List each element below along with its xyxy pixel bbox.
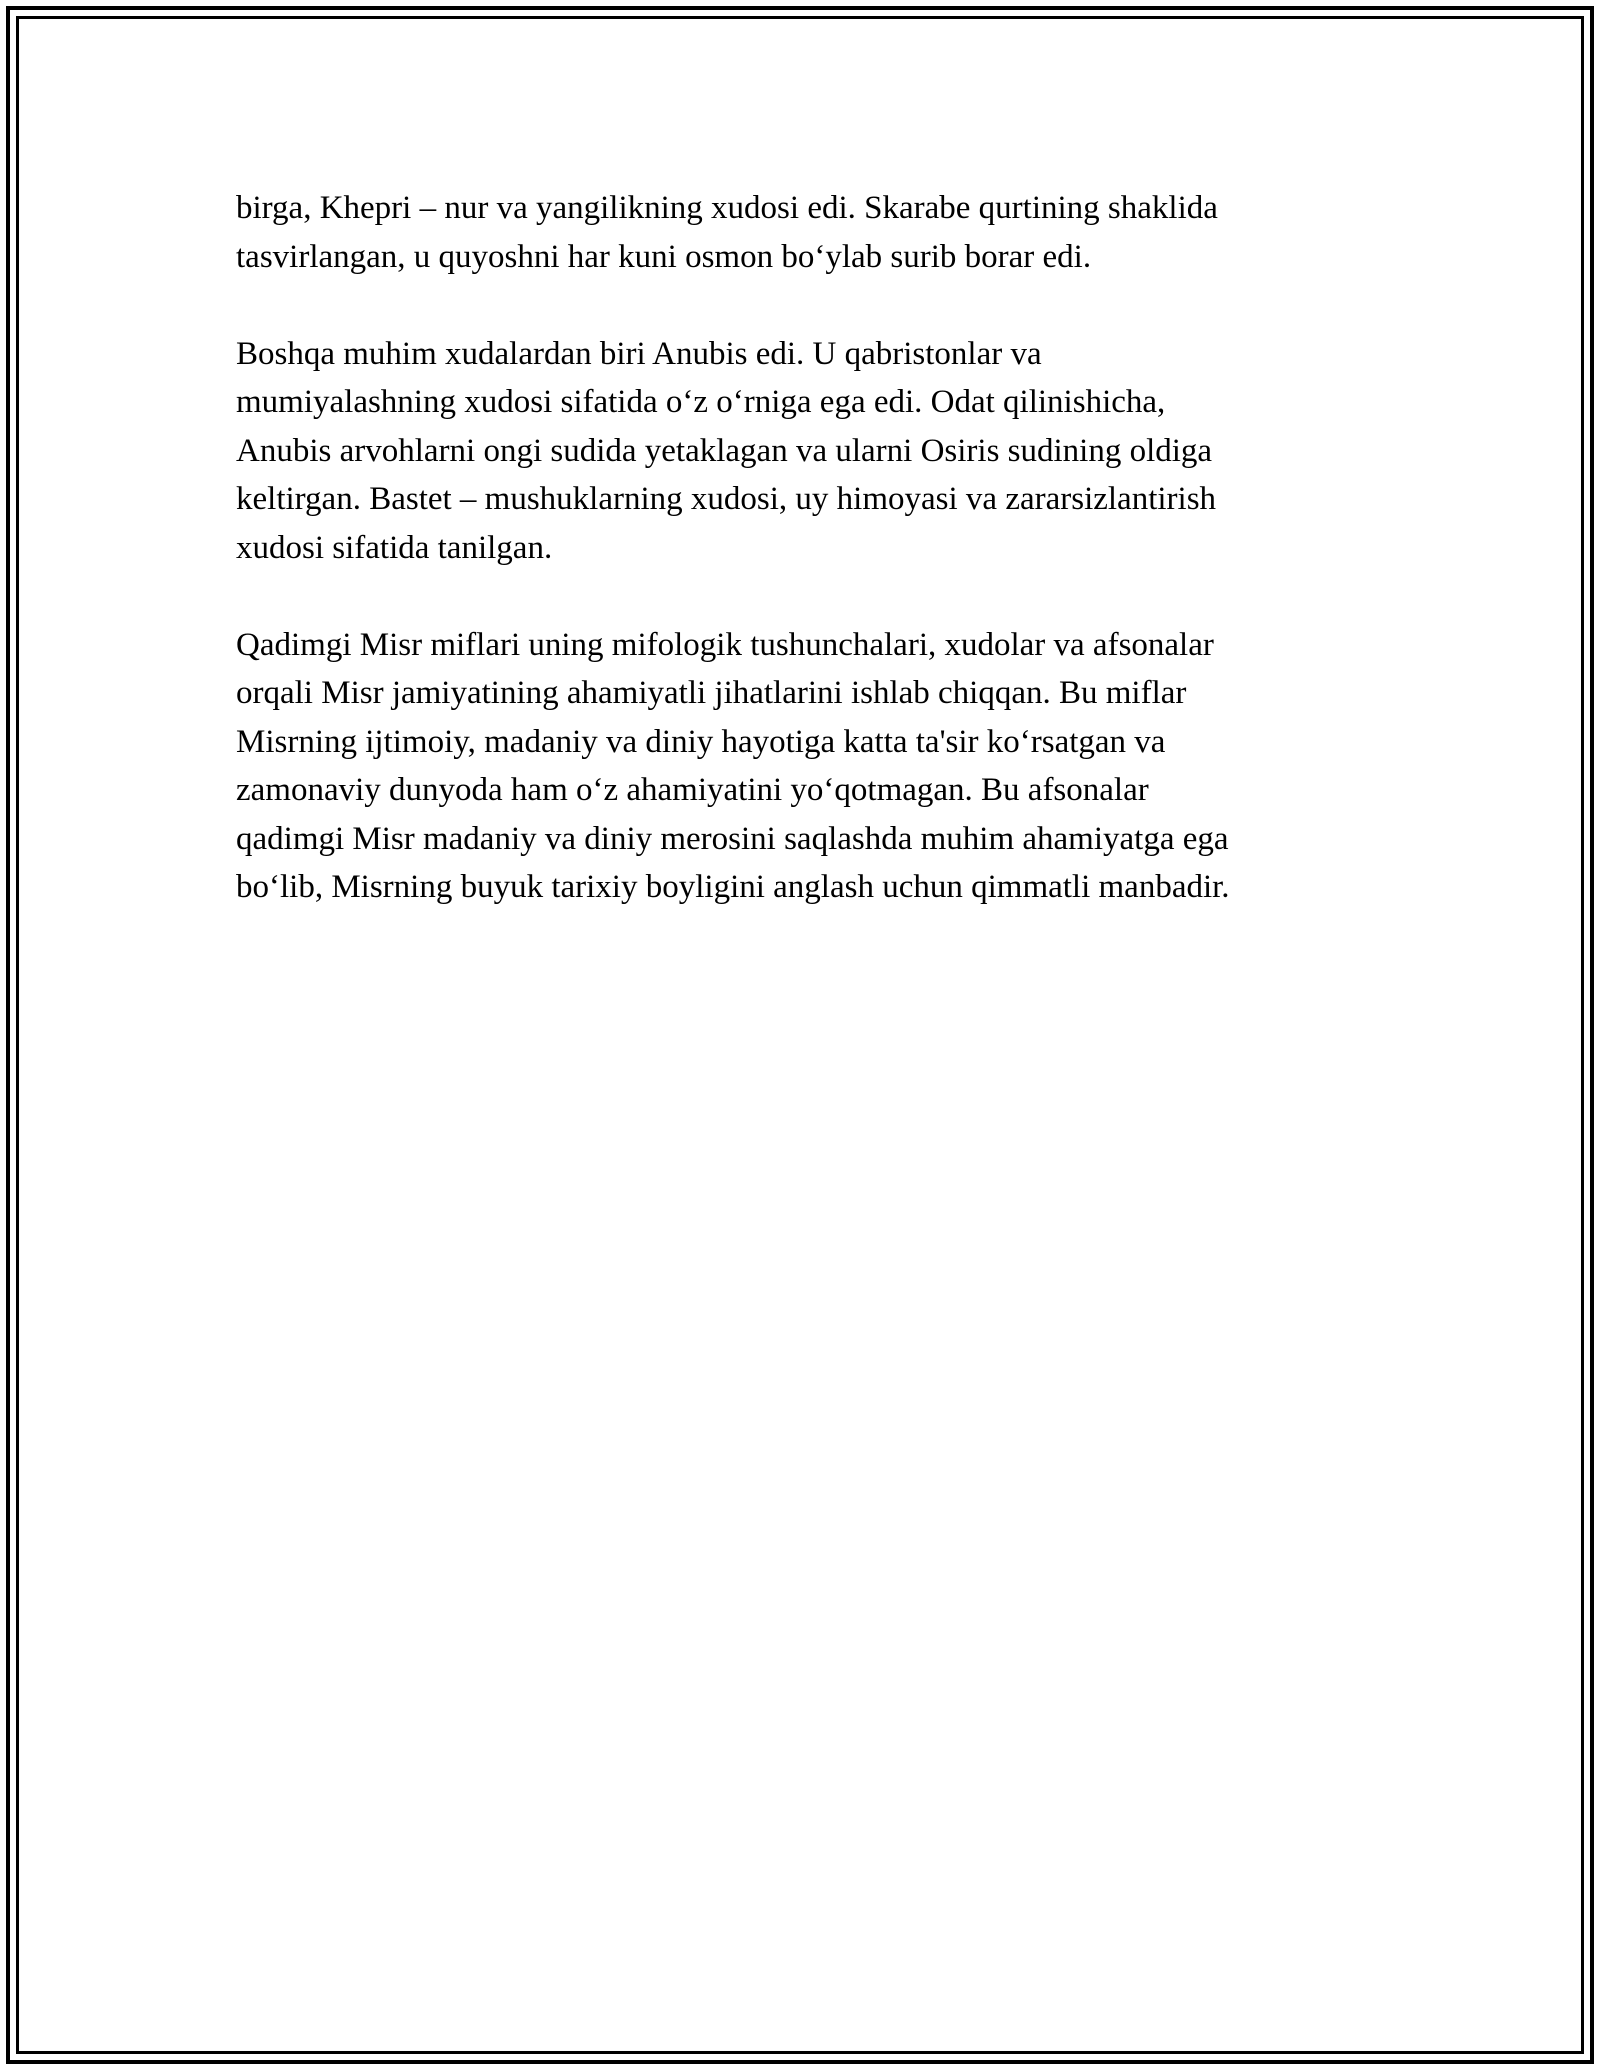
paragraph-3 [236, 621, 1366, 912]
text-line: birga, Khepri – nur va yangilikning xudosi edi. Skarabe qurtining shaklida [236, 190, 1218, 226]
text-line: Misrning ijtimoiy, madaniy va diniy hayotiga katta ta'sir ko‘rsatgan va [236, 723, 1166, 760]
text-line: qadimgi Misr madaniy va diniy merosini saqlashda muhim ahamiyatga ega [236, 820, 1229, 857]
text-line: Qadimgi Misr miflari uning mifologik tushunchalari, xudolar va afsonalar [236, 626, 1214, 663]
text-line: tasvirlangan, u quyoshni har kuni osmon bo‘ylab surib borar edi. [236, 238, 1092, 275]
text-line: keltirgan. Bastet – mushuklarning xudosi, uy himoyasi va zararsizlantirish [236, 481, 1217, 517]
text-line: mumiyalashning xudosi sifatida o‘z o‘rniga ega edi. Odat qilinishicha, [236, 384, 1166, 420]
text-line: orqali Misr jamiyatining ahamiyatli jihatlarini ishlab chiqqan. Bu miflar [236, 675, 1187, 711]
paragraph-2 [236, 330, 1366, 573]
document-body [236, 184, 1366, 960]
text-line: bo‘lib, Misrning buyuk tarixiy boyligini anglash uchun qimmatli manbadir. [236, 869, 1230, 905]
text-line: xudosi sifatida tanilgan. [236, 529, 553, 566]
text-line: Anubis arvohlarni ongi sudida yetaklagan va ularni Osiris sudining oldiga [236, 432, 1213, 469]
text-line: zamonaviy dunyoda ham o‘z ahamiyatini yo‘qotmagan. Bu afsonalar [236, 772, 1149, 808]
text-line: Boshqa muhim xudalardan biri Anubis edi. U qabristonlar va [236, 335, 1042, 372]
paragraph-1 [236, 184, 1366, 281]
